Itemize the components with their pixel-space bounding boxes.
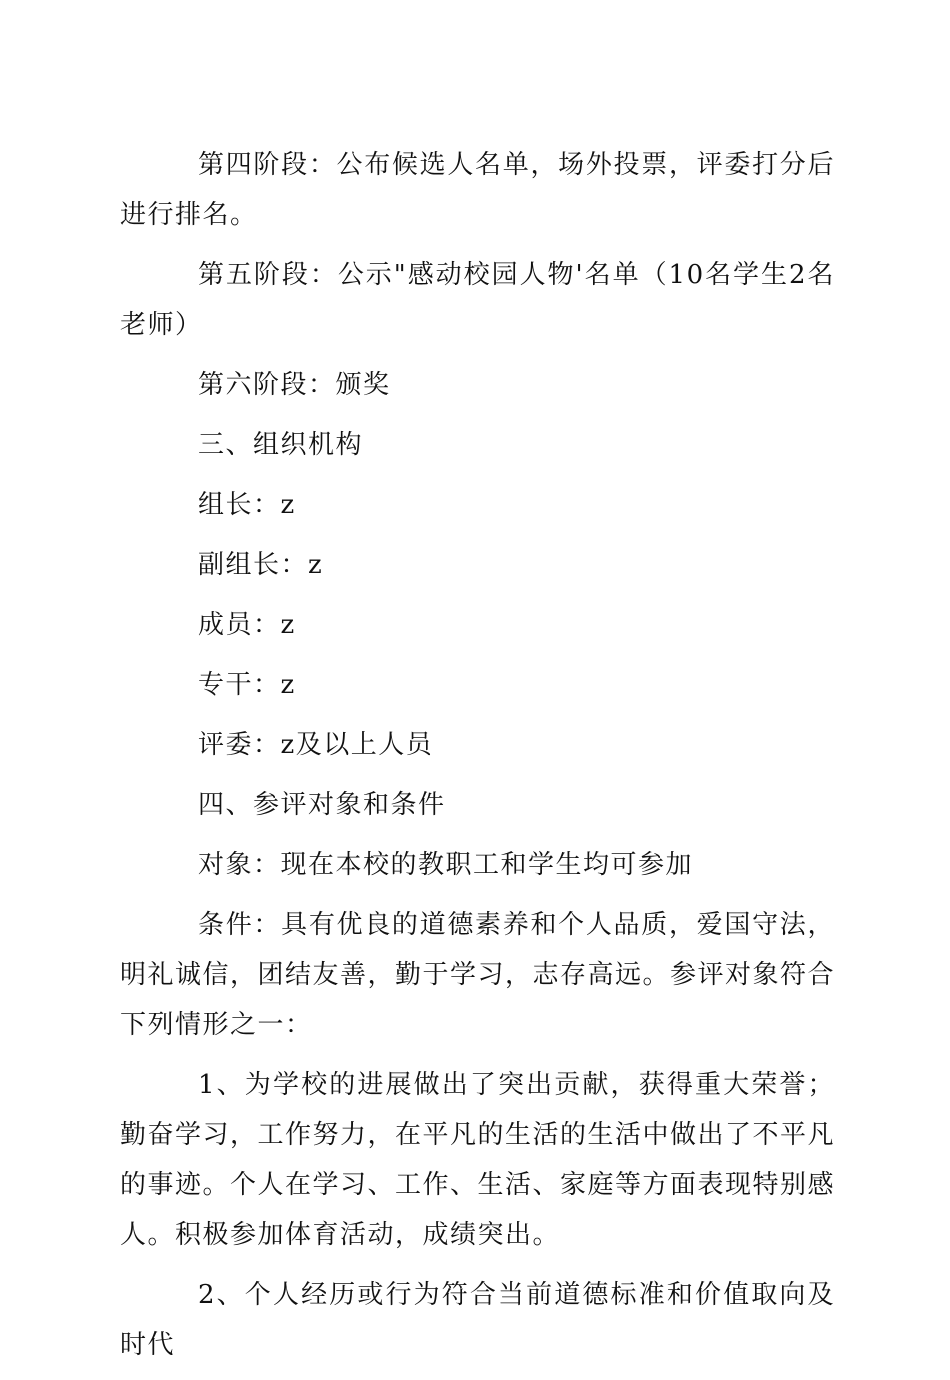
paragraph-judges: 评委：z及以上人员 <box>198 730 434 760</box>
paragraph-condition-one: 1、为学校的进展做出了突出贡献，获得重大荣誉；勤奋学习，工作努力，在平凡的生活的生活中做出了不平凡的事迹。个人在学习、工作、生活、家庭等方面表现特别感人。积极参加体育活动，成绩突出。 <box>120 1070 836 1250</box>
paragraph-staff: 专干：z <box>198 670 296 700</box>
paragraph-members: 成员：z <box>198 610 296 640</box>
paragraph-conditions: 条件：具有优良的道德素养和个人品质，爱国守法，明礼诚信，团结友善，勤于学习，志存高远。参评对象符合下列情形之一： <box>120 910 836 1040</box>
paragraph-leader: 组长：z <box>198 490 296 520</box>
heading-participants-conditions: 四、参评对象和条件 <box>198 790 446 820</box>
paragraph-condition-two: 2、个人经历或行为符合当前道德标准和价值取向及时代 <box>120 1280 835 1360</box>
paragraph-stage-five: 第五阶段：公示"感动校园人物'名单（10名学生2名老师） <box>120 260 835 340</box>
heading-organization: 三、组织机构 <box>198 430 364 460</box>
paragraph-participants: 对象：现在本校的教职工和学生均可参加 <box>198 850 694 880</box>
paragraph-stage-four: 第四阶段：公布候选人名单，场外投票，评委打分后进行排名。 <box>120 150 835 230</box>
paragraph-deputy-leader: 副组长：z <box>198 550 324 580</box>
paragraph-stage-six: 第六阶段：颁奖 <box>198 370 391 400</box>
document-body <box>120 140 835 1380</box>
